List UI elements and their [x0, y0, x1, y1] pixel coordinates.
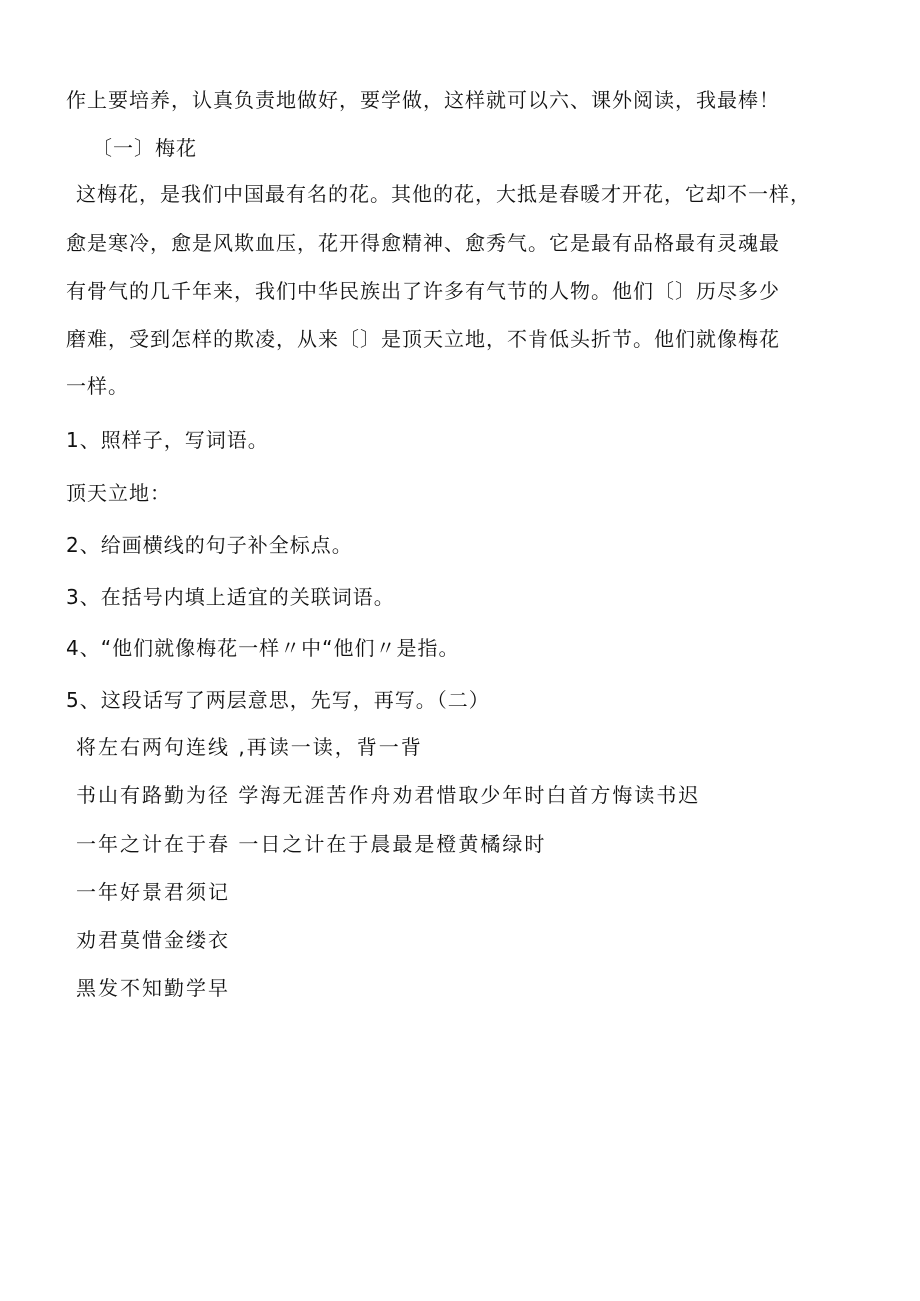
- question-5: 5、这段话写了两层意思，先写，再写。（二）: [66, 688, 490, 712]
- poem-line: 一年好景君须记: [76, 880, 230, 904]
- poem-line: 书山有路勤为径 学海无涯苦作舟劝君惜取少年时白首方悔读书迟: [76, 783, 701, 807]
- poem-line: 劝君莫惜金缕衣: [76, 928, 230, 952]
- question-2: 2、给画横线的句子补全标点。: [66, 533, 353, 557]
- passage-line: 有骨气的几千年来，我们中华民族出了许多有气节的人物。他们〔〕历尽多少: [66, 279, 780, 303]
- poem-line: 黑发不知勤学早: [76, 976, 230, 1000]
- section-two-instruction: 将左右两句连线 ,再读一读，背一背: [76, 735, 423, 759]
- poem-line: 一年之计在于春 一日之计在于晨最是橙黄橘绿时: [76, 832, 547, 856]
- passage-line: 磨难，受到怎样的欺凌，从来〔〕是顶天立地，不肯低头折节。他们就像梅花: [66, 327, 780, 351]
- intro-line: 作上要培养，认真负责地做好，要学做，这样就可以六、课外阅读，我最棒！: [66, 88, 780, 112]
- passage-line: 这梅花，是我们中国最有名的花。其他的花，大抵是春暖才开花，它却不一样，: [76, 182, 811, 206]
- section-one-heading: 〔一〕梅花: [92, 136, 197, 160]
- question-4: 4、“他们就像梅花一样〃中“他们〃是指。: [66, 636, 460, 660]
- question-1-prompt: 顶天立地：: [66, 481, 171, 505]
- passage-line: 一样。: [66, 374, 129, 398]
- question-3: 3、在括号内填上适宜的关联词语。: [66, 585, 395, 609]
- question-1: 1、照样子，写词语。: [66, 428, 269, 452]
- passage-line: 愈是寒冷，愈是风欺血压，花开得愈精神、愈秀气。它是最有品格最有灵魂最: [66, 231, 780, 255]
